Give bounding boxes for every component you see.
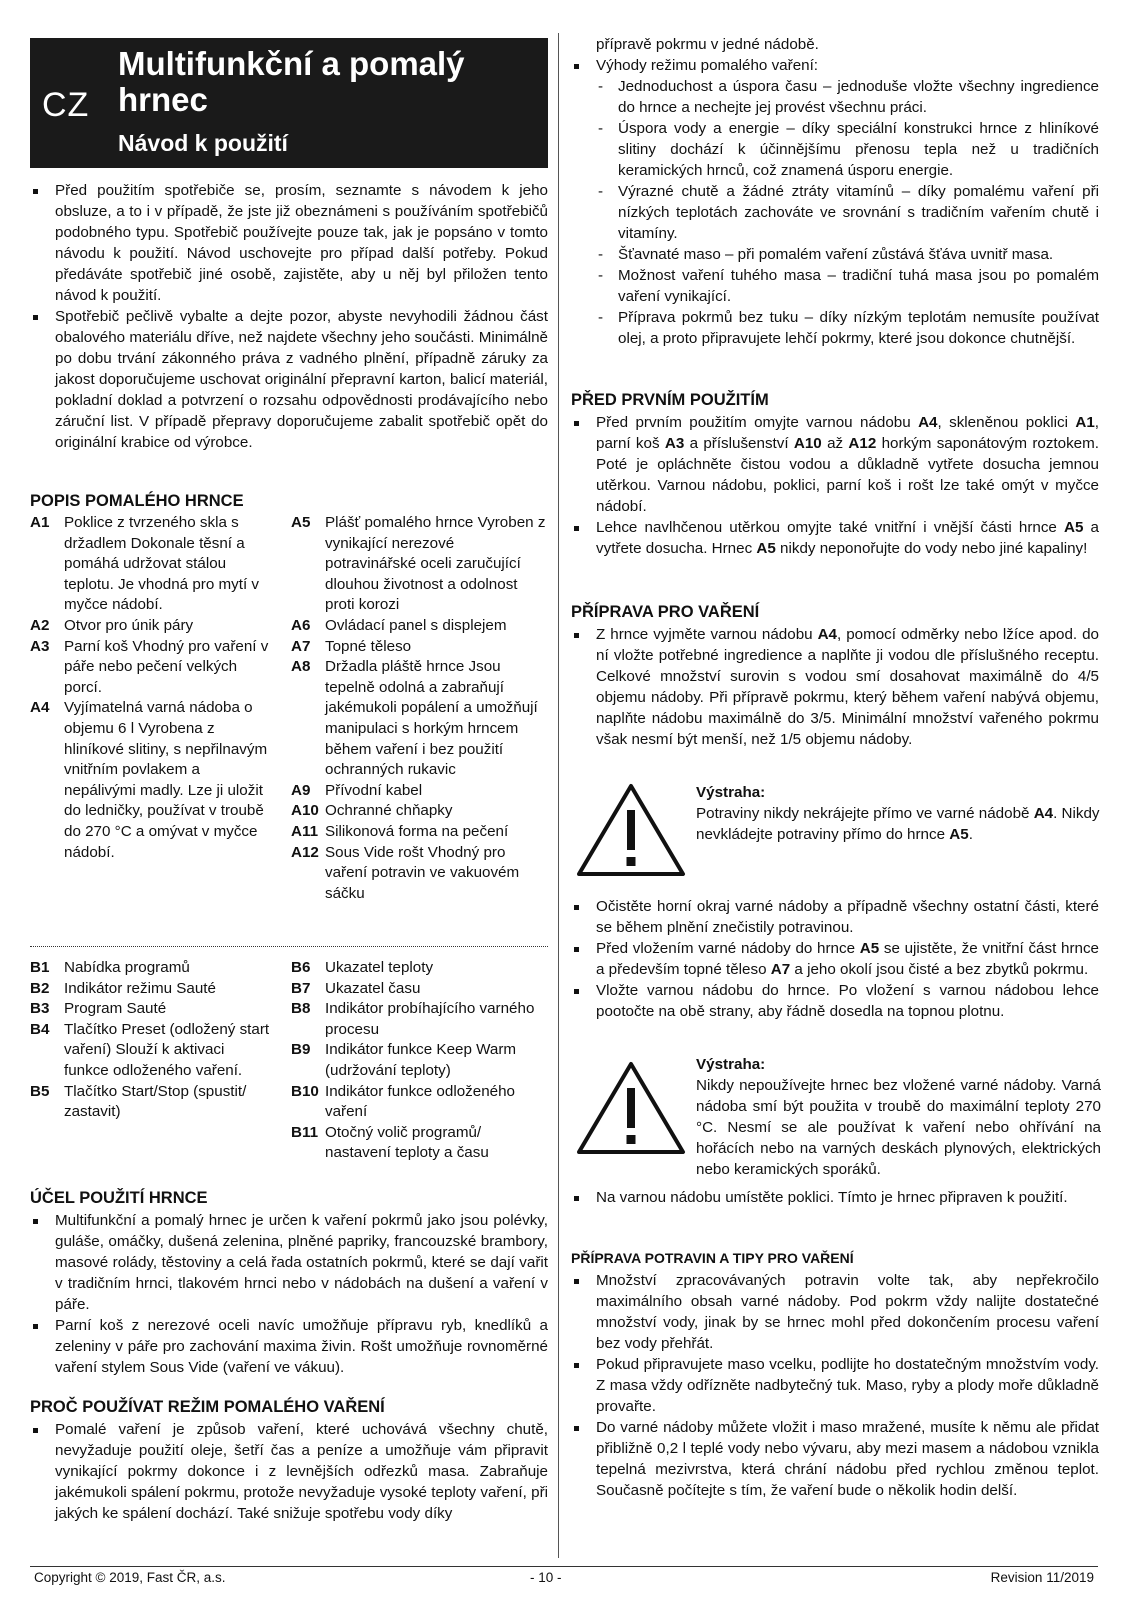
warning-box [571,1054,1099,1179]
proc-list [30,1419,548,1524]
warning-triangle-icon [575,782,687,878]
part-item: A6 Ovládací panel s displejem [291,616,507,634]
footer-copyright: Copyright © 2019, Fast ČR, a.s. [34,1570,226,1585]
dotted-separator [30,946,548,947]
section-heading-ucel: ÚČEL POUŽITÍ HRNCE [30,1189,208,1207]
part-item: B11 Otočný volič programů/ nastavení teploty a času [291,1123,489,1162]
parts-list-a [30,513,548,933]
pred-list [571,412,1099,559]
warning-box [571,782,1099,892]
advantages-list [596,76,1099,349]
parts-list-b-left [30,958,270,1123]
part-item: B1 Nabídka programů [30,959,190,976]
part-item: A2 Otvor pro únik páry [30,616,194,634]
section-heading-priprava: PŘÍPRAVA PRO VAŘENÍ [571,603,760,621]
part-item: A10 Ochranné chňapky [291,802,453,820]
part-item: A7 Topné těleso [291,637,412,655]
tipy-item: Množství zpracovávaných potravin volte tak, aby nepřekročilo maximálního obsah varné nádoby. Pod pokrm vždy nalijte dostatečné množství vody, jinak by se hrnec mohl před dokončením procesu vaření bez vody přehřát. [571,1270,1099,1354]
warning-triangle-icon [575,1060,687,1156]
part-item: A5 Plášť pomalého hrnce Vyroben z vynikající nerezové potravinářské oceli zaručující dlouhou životnost a odolnost proti korozi [291,514,546,614]
section-heading-proc: PROČ POUŽÍVAT REŽIM POMALÉHO VAŘENÍ [30,1398,385,1416]
proc-item-continued: přípravě pokrmu v jedné nádobě. [596,36,819,53]
document-subtitle: Návod k použití [118,130,288,156]
priprava-item: Před vložením varné nádoby do hrnce A5 se ujistěte, že vnitřní část hrnce a především topné těleso A7 a jeho okolí jsou čisté a bez zbytků pokrmu. [571,938,1099,980]
part-item: B5 Tlačítko Start/Stop (spustit/ zastavit) [30,1082,247,1121]
part-item: A1 Poklice z tvrzeného skla s držadlem Dokonale těsní a pomáhá udržovat stálou teplotu. Je vhodná pro mytí v myčce nádobí. [30,514,260,614]
intro-item: Spotřebič pečlivě vybalte a dejte pozor, abyste nevyhodili žádnou část obalového materiálu dříve, než najdete všechny jeho součásti. Minimálně po dobu trvání zákonného práva z vadného plnění, případně záruky za jakost doporučujeme uschovat originální přepravní karton, balicí materiál, pokladní doklad a potvrzení o rozsahu odpovědnosti prodávajícího nebo záruční list. V případě přepravy doporučujeme zabalit spotřebič opět do originální krabice od výrobce. [30,306,548,453]
part-item: B2 Indikátor režimu Sauté [30,979,216,997]
part-item: B3 Program Sauté [30,1000,167,1018]
parts-list-a-right [291,513,548,904]
part-item: B7 Ukazatel času [291,979,421,997]
parts-list-a-left [30,513,270,863]
advantage-item: - Výrazné chutě a žádné ztráty vitamínů – díky pomalému vaření při nízkých teplotách zachováte ve srovnání s tradičním vařením chutě i vitamíny. [596,181,1099,244]
advantage-item: - Příprava pokrmů bez tuku – díky nízkým teplotám nemusíte používat olej, a proto připravujete lehčí pokrmy, které jsou dokonce chutnější. [596,307,1099,349]
section-heading-tipy: PŘÍPRAVA POTRAVIN A TIPY PRO VAŘENÍ [571,1250,854,1266]
advantage-item: - Jednoduchost a úspora času – jednoduše vložte všechny ingredience do hrnce a nechejte jej provést všechnu práci. [596,76,1099,118]
part-item: B4 Tlačítko Preset (odložený start vaření) Slouží k aktivaci funkce odloženého vaření. [30,1020,270,1079]
priprava-item: Na varnou nádobu umístěte poklici. Tímto je hrnec připraven k použití. [571,1187,1099,1208]
pred-item: Lehce navlhčenou utěrkou omyjte také vnitřní i vnější části hrnce A5 a vytřete dosucha. Hrnec A5 nikdy neponořujte do vody nebo jiné kapaliny! [571,517,1099,559]
advantage-item: - Šťavnaté maso – při pomalém vaření zůstává šťáva uvnitř masa. [596,244,1099,265]
document-title: Multifunkční a pomalý hrnec [118,45,465,118]
part-item: B9 Indikátor funkce Keep Warm (udržování teploty) [291,1041,517,1079]
priprava-list [571,624,1099,750]
tipy-item: Pokud připravujete maso vcelku, podlijte ho dostatečným množstvím vody. Z masa vždy odřízněte nadbytečný tuk. Maso, ryby a plody moře důkladně provařte. [571,1354,1099,1417]
part-item: A11 Silikonová forma na pečení [291,822,509,840]
proc-item: Výhody režimu pomalého vaření: - Jednoduchost a úspora času – jednoduše vložte všechny ingredience do hrnce a nechejte jej provést všechnu práci. - Úspora vody a energie – díky speciální konstrukci hrnce z hliníkové slitiny dochází k účinnějšímu přenosu tepla než u tradičních keramických hrnců, což znamená úsporu energie. - Výrazné chutě a žádné ztráty vitamínů – díky pomalému vaření při nízkých teplotách zachováte ve srovnání s tradičním vařením chutě i vitamíny. - Šťavnaté maso – při pomalém vaření zůstává šťáva uvnitř masa. - Možnost vaření tuhého masa – tradiční tuhá masa jsou po pomalém vaření vynikající. - Příprava pokrmů bez tuku – díky nízkým teplotám nemusíte používat olej, a proto připravujete lehčí pokrmy, které jsou dokonce chutnější. [571,55,1099,349]
priprava-list-3 [571,1187,1099,1208]
footer-rule [30,1566,1098,1567]
column-divider [558,33,559,1558]
language-code: CZ [42,86,90,124]
ucel-list [30,1210,548,1378]
part-item: B8 Indikátor probíhajícího varného procesu [291,1000,535,1038]
proc-list-continued [571,55,1099,349]
intro-list [30,180,548,453]
part-item: B6 Ukazatel teploty [291,959,434,976]
proc-item: Pomalé vaření je způsob vaření, které uchovává všechny chutě, nevyžaduje použití oleje, šetří čas a peníze a umožňuje vám připravit vynikající pokrmy dokonce i z levnějších odřezků masa. Zabraňuje jakémukoli spálení pokrmu, protože nevyžaduje vysoké teploty vaření, při jakých ke spálení dochází. Také snižuje spotřebu vody díky [30,1419,548,1524]
part-item: A12 Sous Vide rošt Vhodný pro vaření potravin ve vakuovém sáčku [291,843,520,902]
priprava-item: Vložte varnou nádobu do hrnce. Po vložení s varnou nádobou lehce pootočte na obě strany, aby řádně dosedla na topnou plotnu. [571,980,1099,1022]
warning-text: Výstraha: Potraviny nikdy nekrájejte přímo ve varné nádobě A4. Nikdy nevkládejte potraviny přímo do hrnce A5. [696,784,1100,843]
part-item: A4 Vyjímatelná varná nádoba o objemu 6 l Vyrobena z hliníkové slitiny, s nepřilnavým vnitřním povlakem a nepálivými madly. Lze ji uložit do ledničky, používat v troubě do 270 °C a omývat v myčce nádobí. [30,699,268,861]
section-heading-pred: PŘED PRVNÍM POUŽITÍM [571,391,769,409]
part-item: B10 Indikátor funkce odloženého vaření [291,1082,515,1121]
intro-item: Před použitím spotřebiče se, prosím, seznamte s návodem k jeho obsluze, a to i v případě, že jste již obeznámeni s používáním spotřebičů podobného typu. Spotřebič používejte pouze tak, jak je popsáno v tomto návodu k použití. Návod uschovejte pro případ další potřeby. Pokud předáváte spotřebič jiné osobě, zajistěte, aby u něj byl přiložen tento návod k použití. [30,180,548,306]
ucel-item: Multifunkční a pomalý hrnec je určen k vaření pokrmů jako jsou polévky, guláše, omáčky, dušená zelenina, plněné papriky, francouzské brambory, masové rolády, těstoviny a celá řada ostatních pokrmů, které se dají vařit v tradičním hrnci, tlakovém hrnci nebo v nádobách na dušení a vaření v páře. [30,1210,548,1315]
tipy-list [571,1270,1099,1501]
title-box [30,38,548,168]
parts-list-b-right [291,958,548,1164]
footer-page-number: - 10 - [530,1570,562,1585]
advantage-item: - Úspora vody a energie – díky speciální konstrukci hrnce z hliníkové slitiny dochází k účinnějšímu přenosu tepla než u tradičních keramických hrnců, což znamená úsporu energie. [596,118,1099,181]
part-item: A3 Parní koš Vhodný pro vaření v páře nebo pečení velkých porcí. [30,637,269,696]
footer-revision: Revision 11/2019 [990,1570,1094,1585]
tipy-item: Do varné nádoby můžete vložit i maso mražené, musíte k němu ale přidat přibližně 0,2 l teplé vody nebo vývaru, aby mezi masem a nádobou vznikla tepelná mezivrstva, která chrání nádobu před rychlou změnou teplot. Současně počítejte s tím, že vaření bude o několik hodin delší. [571,1417,1099,1501]
section-heading-popis: POPIS POMALÉHO HRNCE [30,492,244,510]
priprava-item: Očistěte horní okraj varné nádoby a případně všechny ostatní části, které se během plnění znečistily potravinou. [571,896,1099,938]
priprava-item: Z hrnce vyjměte varnou nádobu A4, pomocí odměrky nebo lžíce apod. do ní vložte potřebné ingredience a naplňte ji vodou dle příslušného receptu. Celkové množství surovin s vodou smí dosahovat maximálně do 4/5 objemu nádoby. Při přípravě pokrmu, který během vaření nabývá objemu, naplňte nádobu maximálně do 3/5. Minimální množství vařeného pokrmu však nesmí být menší, než 1/5 objemu nádoby. [571,624,1099,750]
priprava-list-2 [571,896,1099,1022]
part-item: A9 Přívodní kabel [291,781,423,799]
advantage-item: - Možnost vaření tuhého masa – tradiční tuhá masa jsou po pomalém vaření vynikající. [596,265,1099,307]
pred-item: Před prvním použitím omyjte varnou nádobu A4, skleněnou poklici A1, parní koš A3 a příslušenství A10 až A12 horkým saponátovým roztokem. Poté je opláchněte čistou vodou a důkladně vytřete dosucha jemnou utěrkou. Varnou nádobu, poklici, parní koš i rošt lze také omýt v myčce nádobí. [571,412,1099,517]
ucel-item: Parní koš z nerezové oceli navíc umožňuje přípravu ryb, knedlíků a zeleniny v páře pro zachování maxima živin. Rošt umožňuje rovnoměrné vaření stylem Sous Vide (vaření ve vákuu). [30,1315,548,1378]
parts-list-b [30,958,548,1168]
warning-text: Výstraha: Nikdy nepoužívejte hrnec bez vložené varné nádoby. Varná nádoba smí být použita v troubě do maximální teploty 270 °C. Nesmí se ale používat k vaření nebo ohřívání na hořácích nebo na varných deskách plynových, elektrických nebo keramických sporáků. [696,1056,1101,1178]
part-item: A8 Držadla pláště hrnce Jsou tepelně odolná a zabraňují jakémukoli popálení a umožňují manipulaci s horkým hrncem během vaření i bez použití ochranných rukavic [291,658,538,779]
